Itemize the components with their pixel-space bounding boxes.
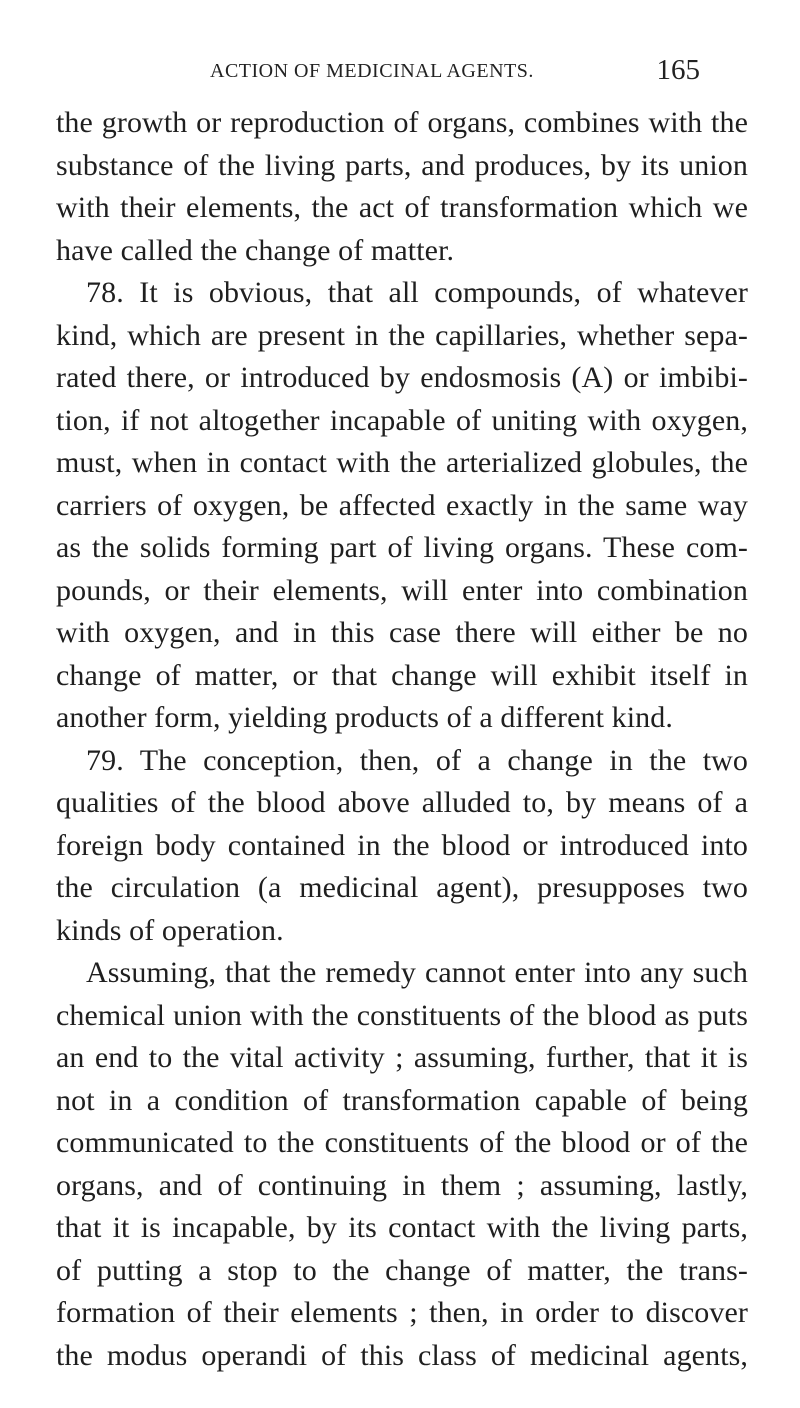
text-line: formation of their elements ; then, in order to discover bbox=[56, 1296, 748, 1329]
text-line: organs, and of continuing in them ; assuming, lastly, bbox=[56, 1168, 748, 1202]
paragraph-assuming-start: Assuming, that the remedy cannot enter into any such bbox=[86, 956, 748, 989]
running-head bbox=[210, 54, 700, 88]
text-line: the circulation (a medicinal agent), presupposes two bbox=[56, 871, 748, 904]
text-line: of putting a stop to the change of matter, the trans- bbox=[56, 1253, 748, 1287]
paragraph-79-start: 79. The conception, then, of a change in the two bbox=[86, 743, 748, 777]
text-line: chemical union with the constituents of the blood as puts bbox=[56, 998, 748, 1032]
text-line: rated there, or introduced by endosmosis (A) or imbibi- bbox=[56, 361, 748, 394]
text-line: the modus operandi of this class of medicinal agents, bbox=[56, 1338, 748, 1372]
text-line: as the solids forming part of living organs. These com- bbox=[56, 531, 748, 564]
text-line: another form, yielding products of a different kind. bbox=[56, 701, 673, 734]
text-line: tion, if not altogether incapable of uniting with oxygen, bbox=[56, 403, 748, 437]
text-line: have called the change of matter. bbox=[56, 233, 455, 267]
text-line: qualities of the blood above alluded to, by means of a bbox=[56, 786, 748, 819]
text-line: foreign body contained in the blood or introduced into bbox=[56, 828, 748, 862]
text-line: kinds of operation. bbox=[56, 913, 284, 947]
text-line: carriers of oxygen, be affected exactly in the same way bbox=[56, 488, 748, 522]
text-line: an end to the vital activity ; assuming, further, that it is bbox=[56, 1041, 748, 1074]
text-line: substance of the living parts, and produces, by its union bbox=[56, 148, 748, 182]
text-line: the growth or reproduction of organs, combines with the bbox=[56, 106, 748, 139]
text-line: kind, which are present in the capillaries, whether sepa- bbox=[56, 318, 748, 352]
running-title: ACTION OF MEDICINAL AGENTS. bbox=[210, 60, 534, 82]
body-text bbox=[56, 102, 748, 1377]
text-line: with their elements, the act of transformation which we bbox=[56, 191, 748, 224]
text-line: change of matter, or that change will exhibit itself in bbox=[56, 658, 748, 692]
text-line: pounds, or their elements, will enter into combination bbox=[56, 573, 748, 607]
text-line: with oxygen, and in this case there will either be no bbox=[56, 616, 748, 649]
text-line: that it is incapable, by its contact with the living parts, bbox=[56, 1211, 748, 1244]
text-line: communicated to the constituents of the blood or of the bbox=[56, 1126, 748, 1159]
text-line: not in a condition of transformation capable of being bbox=[56, 1083, 748, 1117]
text-line: must, when in contact with the arterialized globules, the bbox=[56, 446, 748, 479]
page-number: 165 bbox=[656, 54, 700, 86]
paragraph-78-start: 78. It is obvious, that all compounds, of whatever bbox=[86, 276, 748, 309]
